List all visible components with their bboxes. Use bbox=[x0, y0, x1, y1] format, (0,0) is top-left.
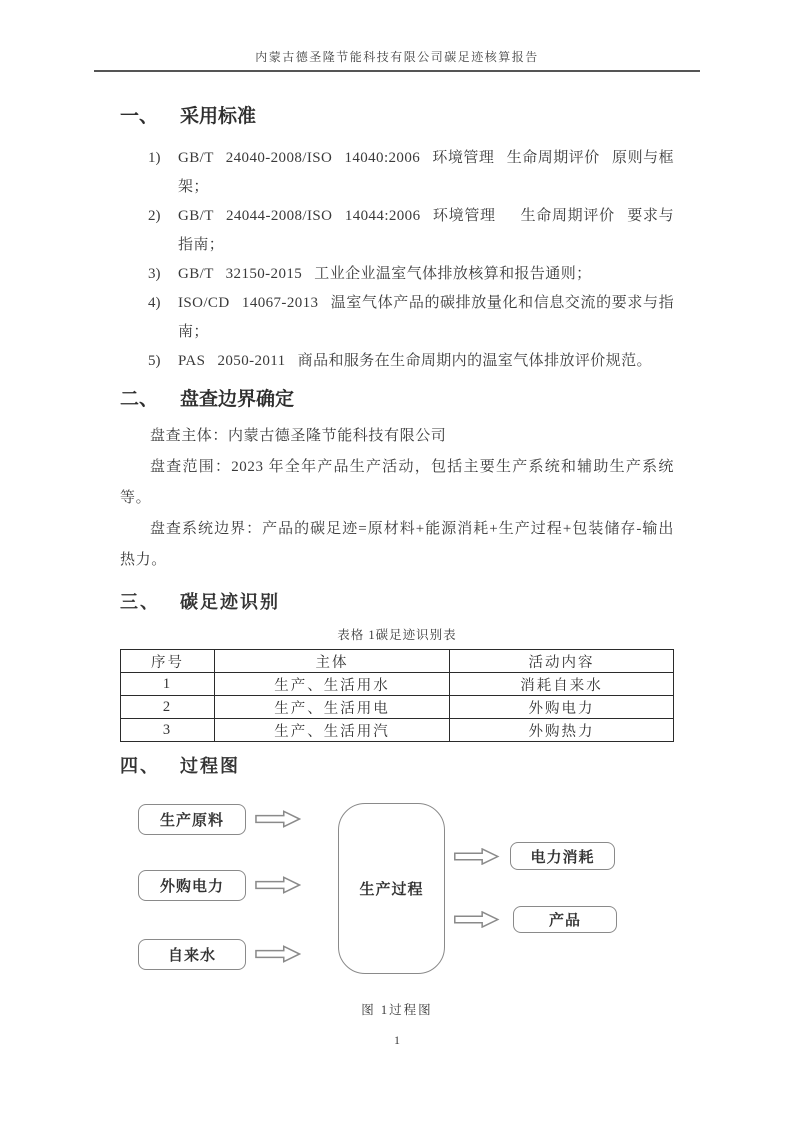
diagram-input-box: 自来水 bbox=[138, 939, 246, 970]
list-item-text: GB/T 32150-2015 工业企业温室气体排放核算和报告通则； bbox=[178, 266, 592, 282]
right-arrow-icon bbox=[255, 810, 301, 828]
boundary-subject-paragraph: 盘查主体：内蒙古德圣隆节能科技有限公司 bbox=[150, 428, 447, 444]
list-item-marker: 1) bbox=[148, 150, 161, 166]
right-arrow-icon bbox=[453, 911, 500, 928]
table-cell: 生产、生活用电 bbox=[215, 696, 450, 719]
section-heading-boundary bbox=[120, 388, 674, 412]
list-item-text: GB/T 24040-2008/ISO 14040:2006 环境管理 生命周期评价 原则与框架； bbox=[178, 150, 674, 195]
section-heading-process bbox=[120, 754, 674, 778]
table-header-cell: 序号 bbox=[121, 650, 215, 673]
section-number: 二、 bbox=[120, 389, 159, 410]
boundary-scope-paragraph: 盘查范围：2023 年全年产品生产活动，包括主要生产系统和辅助生产系统等。 bbox=[120, 459, 674, 506]
diagram-input-box: 生产原料 bbox=[138, 804, 246, 835]
boundary-paragraphs bbox=[120, 421, 674, 576]
section-heading-identification bbox=[120, 590, 674, 614]
table-caption: 表格 1碳足迹识别表 bbox=[337, 628, 457, 642]
section-number: 一、 bbox=[120, 106, 159, 127]
table-row bbox=[121, 696, 674, 719]
list-item-marker: 2) bbox=[148, 208, 161, 224]
right-arrow-icon bbox=[453, 848, 500, 865]
table-row bbox=[121, 719, 674, 742]
list-item-marker: 4) bbox=[148, 295, 161, 311]
table-cell: 3 bbox=[121, 719, 215, 742]
list-item bbox=[148, 260, 674, 289]
diagram-input-box: 外购电力 bbox=[138, 870, 246, 901]
list-item bbox=[148, 144, 674, 202]
diagram-output-box: 电力消耗 bbox=[510, 842, 615, 870]
diagram-process-box: 生产过程 bbox=[338, 803, 445, 974]
list-item-text: ISO/CD 14067-2013 温室气体产品的碳排放量化和信息交流的要求与指南； bbox=[178, 295, 674, 340]
list-item-text: GB/T 24044-2008/ISO 14044:2006 环境管理 生命周期评价 要求与指南； bbox=[178, 208, 674, 253]
list-item bbox=[148, 347, 674, 376]
section-title: 过程图 bbox=[180, 756, 240, 776]
identification-table bbox=[120, 649, 674, 742]
list-item-text: PAS 2050-2011 商品和服务在生命周期内的温室气体排放评价规范。 bbox=[178, 353, 652, 369]
page-header bbox=[94, 0, 700, 72]
section-number: 四、 bbox=[120, 756, 160, 776]
right-arrow-icon bbox=[255, 945, 301, 963]
list-item bbox=[148, 289, 674, 347]
table-header-cell: 主体 bbox=[215, 650, 450, 673]
section-title: 盘查边界确定 bbox=[180, 389, 295, 410]
table-header-cell: 活动内容 bbox=[450, 650, 674, 673]
list-item-marker: 3) bbox=[148, 266, 161, 282]
boundary-system-paragraph: 盘查系统边界：产品的碳足迹=原材料+能源消耗+生产过程+包装储存-输出热力。 bbox=[120, 521, 674, 568]
section-number: 三、 bbox=[120, 592, 160, 612]
table-row bbox=[121, 673, 674, 696]
list-item-marker: 5) bbox=[148, 353, 161, 369]
right-arrow-icon bbox=[255, 876, 301, 894]
table-cell: 消耗自来水 bbox=[450, 673, 674, 696]
section-heading-standards bbox=[120, 105, 674, 129]
figure-caption: 图 1过程图 bbox=[361, 1003, 433, 1017]
page-number: 1 bbox=[394, 1033, 400, 1047]
table-cell: 生产、生活用汽 bbox=[215, 719, 450, 742]
page-header-title: 内蒙古德圣隆节能科技有限公司碳足迹核算报告 bbox=[255, 50, 539, 64]
table-header-row bbox=[121, 650, 674, 673]
table-cell: 2 bbox=[121, 696, 215, 719]
section-title: 采用标准 bbox=[180, 106, 257, 127]
diagram-output-box: 产品 bbox=[513, 906, 617, 933]
standards-list bbox=[148, 144, 674, 376]
table-cell: 外购电力 bbox=[450, 696, 674, 719]
table-cell: 外购热力 bbox=[450, 719, 674, 742]
table-cell: 1 bbox=[121, 673, 215, 696]
section-title: 碳足迹识别 bbox=[180, 592, 280, 612]
process-flow-diagram bbox=[120, 796, 674, 984]
list-item bbox=[148, 202, 674, 260]
table-cell: 生产、生活用水 bbox=[215, 673, 450, 696]
document-content bbox=[120, 105, 674, 1048]
